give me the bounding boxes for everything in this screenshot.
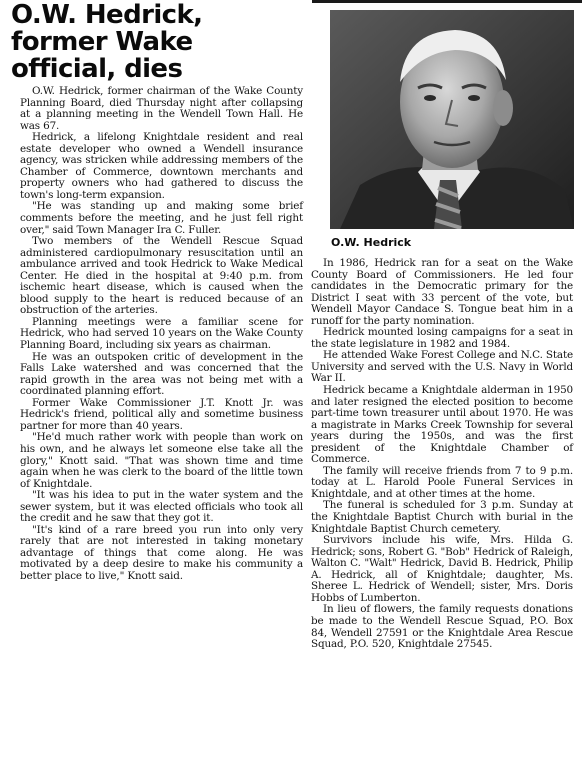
headline-line-3: official, dies (11, 54, 183, 84)
paragraph: In 1986, Hedrick ran for a seat on the Wake County Board of Commissioners. He led four candidates in the Democratic primary for the District I seat with 33 percent of the vote, but Wendell Mayor Candace S. Tongue beat him in a runoff for the party nomination. (311, 257, 573, 327)
portrait-illustration (330, 10, 574, 229)
top-rule (312, 0, 582, 3)
paragraph: The funeral is scheduled for 3 p.m. Sunday at the Knightdale Baptist Church with burial in the Knightdale Baptist Church cemetery. (311, 499, 573, 535)
paragraph: He was an outspoken critic of development in the Falls Lake watershed and was concerned that the rapid growth in the area was not being met with a coordinated planning effort. (20, 350, 303, 398)
paragraph: Former Wake Commissioner J.T. Knott Jr. was Hedrick's friend, political ally and sometime business partner for more than 40 years. (20, 396, 303, 432)
paragraph: The family will receive friends from 7 to 9 p.m. today at L. Harold Poole Funeral Services in Knightdale, and at other times at the home. (311, 464, 573, 500)
right-column (311, 258, 573, 651)
paragraph: Hedrick became a Knightdale alderman in 1950 and later resigned the elected position to become part-time town treasurer until about 1970. He was a magistrate in Marks Creek Township for several years during the 1950s, and was the first president of the Knightdale Chamber of Commerce. (311, 384, 573, 466)
headline-line-2: former Wake (11, 27, 193, 57)
headline-line-1: O.W. Hedrick, (11, 0, 203, 30)
photo-caption: O.W. Hedrick (331, 236, 412, 249)
paragraph: Hedrick, a lifelong Knightdale resident and real estate developer who owned a Wendell insurance agency, was stricken while addressing members of the Chamber of Commerce, downtown merchants and property owners who had gathered to discuss the town's long-term expansion. (20, 131, 303, 201)
left-column (20, 86, 303, 583)
portrait-photo (330, 10, 574, 229)
headline (11, 2, 311, 83)
paragraph: Planning meetings were a familiar scene for Hedrick, who had served 10 years on the Wake County Planning Board, including six years as chairman. (20, 315, 303, 352)
paragraph: Hedrick mounted losing campaigns for a seat in the state legislature in 1982 and 1984. (311, 326, 573, 350)
paragraph: "He was standing up and making some brief comments before the meeting, and he just fell right over," said Town Manager Ira C. Fuller. (20, 200, 303, 236)
paragraph: O.W. Hedrick, former chairman of the Wake County Planning Board, died Thursday night after collapsing at a planning meeting in the Wendell Town Hall. He was 67. (20, 85, 303, 132)
paragraph: Survivors include his wife, Mrs. Hilda G. Hedrick; sons, Robert G. "Bob" Hedrick of Raleigh, Walton C. "Walt" Hedrick, David B. Hedrick, Philip A. Hedrick, all of Knightdale; daughter, Ms. Sheree L. Hedrick of Wendell; sister, Mrs. Doris Hobbs of Lumberton. (311, 534, 573, 604)
paragraph: "It's kind of a rare breed you run into only very rarely that are not interested in taking monetary advantage of things that come along. He was motivated by a deep desire to make his community a better place to live," Knott said. (20, 523, 303, 582)
paragraph: In lieu of flowers, the family requests donations be made to the Wendell Rescue Squad, P.O. Box 84, Wendell 27591 or the Knightdale Area Rescue Squad, P.O. 520, Knightdale 27545. (311, 603, 573, 651)
paragraph: "He'd much rather work with people than work on his own, and he always let someone else take all the glory," Knott said. "That was shown time and time again when he was clerk to the board of the little town of Knightdale. (20, 431, 303, 490)
paragraph: "It was his idea to put in the water system and the sewer system, but it was elected officials who took all the credit and he saw that they got it. (20, 489, 303, 525)
paragraph: He attended Wake Forest College and N.C. State University and served with the U.S. Navy in World War II. (311, 349, 573, 385)
paragraph: Two members of the Wendell Rescue Squad administered cardiopulmonary resuscitation until an ambulance arrived and took Hedrick to Wake Medical Center. He died in the hospital at 9:40 p.m. from ischemic heart disease, which is caused when the blood supply to the heart is reduced because of an obstruction of the arteries. (20, 235, 303, 317)
